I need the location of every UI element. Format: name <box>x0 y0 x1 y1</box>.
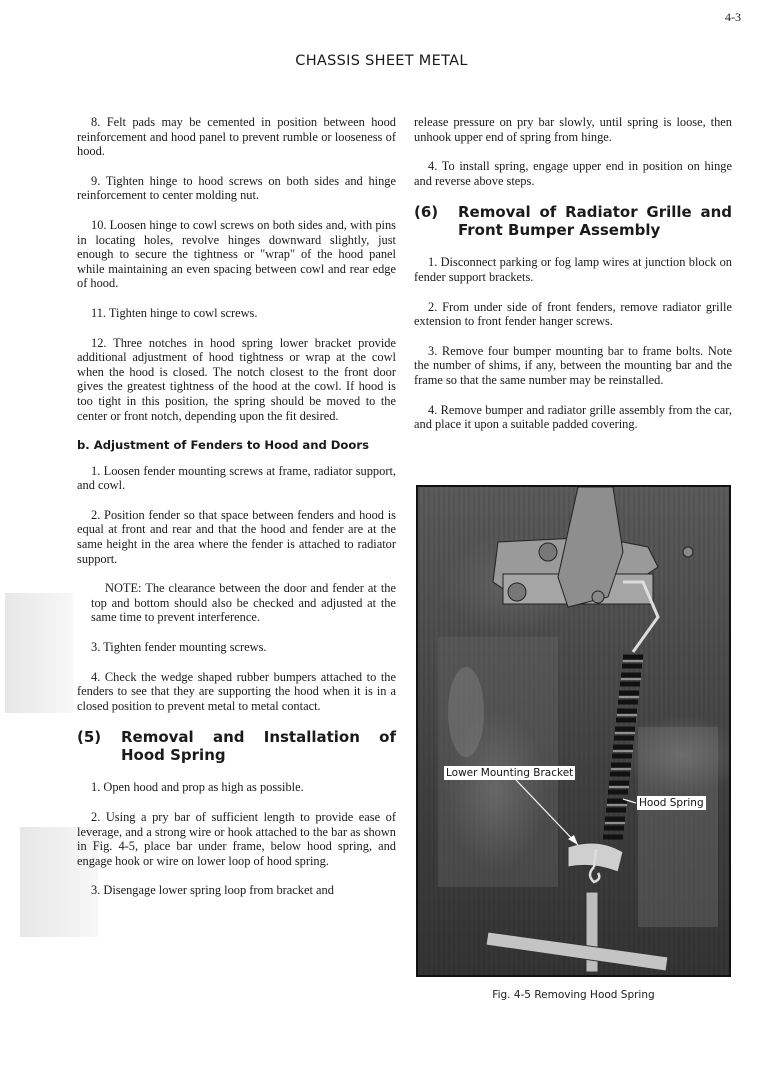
page-number: 4-3 <box>725 10 741 24</box>
fender-step-4: 4. Check the wedge shaped rubber bumpers attached to the fenders to see that they are supporting the hood when it is in a closed position to prevent metal to metal contact. <box>77 669 396 713</box>
section-6-heading <box>414 203 732 239</box>
spring-step-3: 3. Disengage lower spring loop from bracket and <box>91 883 334 898</box>
paragraph-9: 9. Tighten hinge to hood screws on both sides and hinge reinforcement to center molding nut. <box>77 173 396 203</box>
callout-hood-spring: Hood Spring <box>639 797 704 809</box>
paragraph-12: 12. Three notches in hood spring lower bracket provide additional adjustment of hood tightness or wrap at the cowl when the hood is closed. The notch closest to the front door gives the greatest tightness of the hood at the cowl. If hood is too tight in this position, the spring should be moved to the center or front notch, depending upon the fit desired. <box>77 335 396 423</box>
section-5-number: (5) <box>77 728 102 747</box>
fender-step-3: 3. Tighten fender mounting screws. <box>91 640 267 655</box>
page-title: CHASSIS SHEET METAL <box>295 53 468 69</box>
left-column <box>77 115 396 913</box>
fender-step-2: 2. Position fender so that space between fenders and hood is equal at front and rear and that the hood and fender are at the same height in the area where the fender is attached to radiator support. <box>77 507 396 566</box>
fender-step-1: 1. Loosen fender mounting screws at frame, radiator support, and cowl. <box>77 463 396 493</box>
section-5-title: Removal and Installation of Hood Spring <box>121 728 396 765</box>
section-5-heading <box>77 728 396 764</box>
section-6-title: Removal of Radiator Grille and Front Bumper Assembly <box>458 203 732 240</box>
paragraph-11: 11. Tighten hinge to cowl screws. <box>91 305 258 320</box>
figure-hood-spring-photo <box>416 485 731 977</box>
fender-note: NOTE: The clearance between the door and fender at the top and bottom should also be checked and adjusted at the same time to prevent interference. <box>91 581 396 625</box>
spring-coils <box>603 657 643 837</box>
spring-step-3-continued: release pressure on pry bar slowly, until spring is loose, then unhook upper end of spring from hinge. <box>414 115 732 144</box>
spring-step-2: 2. Using a pry bar of sufficient length to provide ease of leverage, and a strong wire or hook attached to the bar as shown in Fig. 4-5, place bar under frame, below hood spring, and engage hook or wire on lower loop of hood spring. <box>77 810 396 868</box>
right-column <box>414 115 732 447</box>
callout-lower-mounting-bracket: Lower Mounting Bracket <box>446 767 574 779</box>
grille-step-3: 3. Remove four bumper mounting bar to frame bolts. Note the number of shims, if any, between the mounting bar and the frame so that the same number may be reinstalled. <box>414 343 732 387</box>
paragraph-8: 8. Felt pads may be cemented in position between hood reinforcement and hood panel to prevent rumble or looseness of hood. <box>77 115 396 159</box>
grille-step-4: 4. Remove bumper and radiator grille assembly from the car, and place it upon a suitable padded covering. <box>414 402 732 432</box>
figure-caption: Fig. 4-5 Removing Hood Spring <box>492 989 655 1001</box>
spring-step-1: 1. Open hood and prop as high as possible. <box>91 780 304 795</box>
grille-step-1: 1. Disconnect parking or fog lamp wires at junction block on fender support brackets. <box>414 255 732 284</box>
paragraph-10: 10. Loosen hinge to cowl screws on both sides and, with pins in locating holes, revolve hinges downward slightly, just enough to secure the tightness or "wrap" of the hood panel while maintaining an even spacing between cowl and rear edge of hood. <box>77 217 396 291</box>
section-6-number: (6) <box>414 203 439 222</box>
subsection-heading-b: b. Adjustment of Fenders to Hood and Doors <box>77 438 369 453</box>
scan-artifact <box>5 593 73 713</box>
spring-step-4: 4. To install spring, engage upper end in position on hinge and reverse above steps. <box>414 159 732 188</box>
hood-spring-illustration <box>418 487 731 977</box>
grille-step-2: 2. From under side of front fenders, remove radiator grille extension to front fender hanger screws. <box>414 299 732 329</box>
